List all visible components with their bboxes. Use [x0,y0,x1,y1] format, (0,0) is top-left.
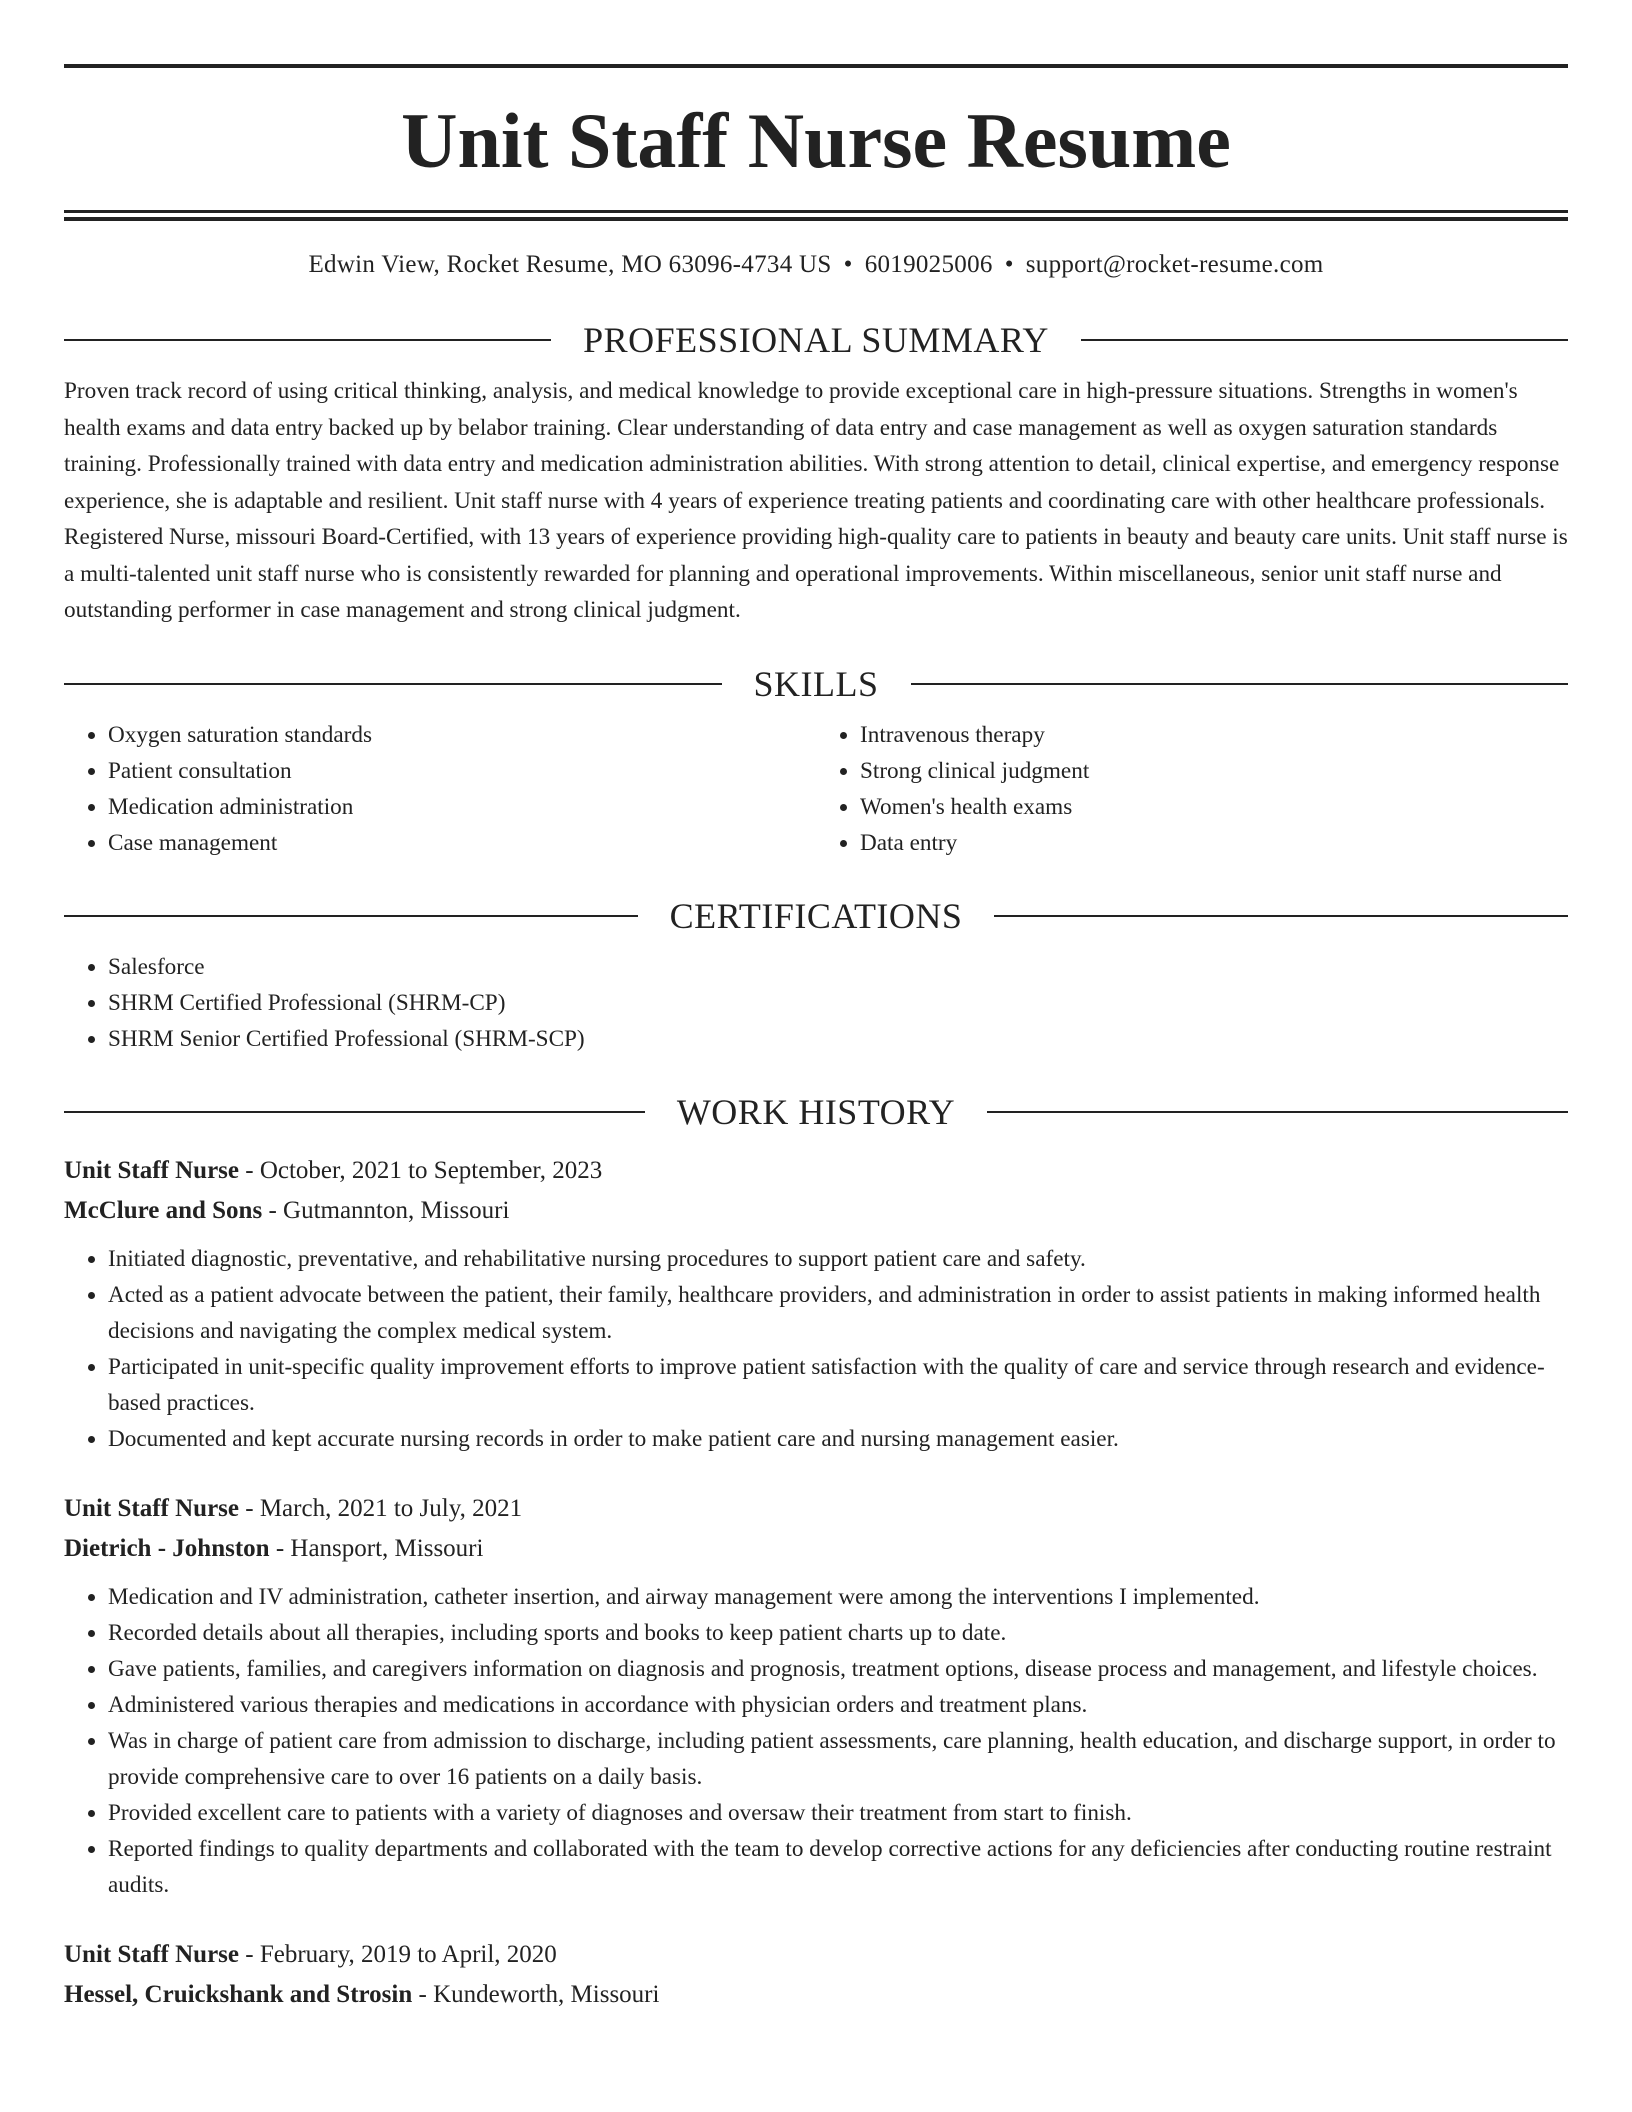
job-location: - Gutmannton, Missouri [262,1196,510,1224]
job-company: Hessel, Cruickshank and Strosin [64,1980,413,2008]
contact-phone: 6019025006 [864,251,993,278]
job-title: Unit Staff Nurse [64,1494,239,1522]
job-bullet: • Initiated diagnostic, preventative, and rehabilitative nursing procedures to support patient care and safety. [108,1241,1568,1277]
skill-item: • Strong clinical judgment [860,753,1568,789]
divider [911,683,1569,685]
page-title: Unit Staff Nurse Resume [401,97,1231,184]
job-bullet: • Reported findings to quality departments and collaborated with the team to develop corrective actions for any deficiencies after conducting routine restraint audits. [108,1831,1568,1903]
contact-address: Edwin View, Rocket Resume, MO 63096-4734 US [308,251,832,278]
job-company: McClure and Sons [64,1196,263,1224]
contact-separator: • [843,251,853,278]
certifications-heading: CERTIFICATIONS [669,895,963,936]
top-rule [64,64,1568,68]
job-title-line [64,1935,1568,1975]
job-bullet: • Provided excellent care to patients with a variety of diagnoses and oversaw their treatment from start to finish. [108,1795,1568,1831]
job-dates: - March, 2021 to July, 2021 [239,1494,523,1522]
job-company-line [64,1975,1568,2015]
job-dates: - February, 2019 to April, 2020 [239,1940,557,1968]
job-entry [64,1489,1568,1903]
job-bullet: • Administered various therapies and medications in accordance with physician orders and treatment plans. [108,1687,1568,1723]
job-bullet: • Was in charge of patient care from admission to discharge, including patient assessments, care planning, health education, and discharge support, in order to provide comprehensive care to over 16 patients on a daily basis. [108,1723,1568,1795]
job-dates: - October, 2021 to September, 2023 [239,1156,603,1184]
certifications-section-header [64,895,1568,937]
skills-grid [64,705,1568,861]
work-section-header [64,1091,1568,1133]
divider [64,683,722,685]
job-bullet: • Acted as a patient advocate between the patient, their family, healthcare providers, and administration in order to assist patients in making informed health decisions and navigating the complex medical system. [108,1277,1568,1349]
job-bullet: • Recorded details about all therapies, including sports and books to keep patient charts up to date. [108,1615,1568,1651]
skills-heading: SKILLS [753,663,879,704]
job-entry [64,1151,1568,1457]
job-title: Unit Staff Nurse [64,1940,239,1968]
skills-list-right [816,717,1568,861]
certification-item: • Salesforce [108,949,1568,985]
skills-list-left [64,717,816,861]
job-entry [64,1935,1568,2015]
summary-heading: PROFESSIONAL SUMMARY [583,320,1049,360]
contact-line [64,251,1568,285]
summary-paragraph: Proven track record of using critical thinking, analysis, and medical knowledge to provide exceptional care in high-pressure situations. Strengths in women's health exams and data entry backed up by belabor training. Clear understanding of data entry and case management as well as oxygen saturation standards training. Professionally trained with data entry and medication administration abilities. With strong attention to detail, clinical expertise, and emergency response experience, she is adaptable and resilient. Unit staff nurse with 4 years of experience treating patients and coordinating care with other healthcare professionals. Registered Nurse, missouri Board-Certified, with 13 years of experience providing high-quality care to patients in beauty and beauty care units. Unit staff nurse is a multi-talented unit staff nurse who is consistently rewarded for planning and operational improvements. Within miscellaneous, senior unit staff nurse and outstanding performer in case management and strong clinical judgment. [64,378,1568,623]
skill-item: • Women's health exams [860,789,1568,825]
divider [64,915,638,917]
job-bullet: • Documented and kept accurate nursing records in order to make patient care and nursing management easier. [108,1421,1568,1457]
job-location: - Kundeworth, Missouri [412,1980,660,2008]
certification-item: • SHRM Certified Professional (SHRM-CP) [108,985,1568,1021]
divider [994,915,1568,917]
job-company-line [64,1529,1568,1569]
job-bullet: • Medication and IV administration, catheter insertion, and airway management were among the interventions I implemented. [108,1579,1568,1615]
job-bullets [64,1579,1568,1903]
divider [1081,339,1568,341]
certifications-list [64,949,1568,1057]
skill-item: • Intravenous therapy [860,717,1568,753]
summary-section-header [64,319,1568,361]
job-company-line [64,1191,1568,1231]
job-bullet: • Participated in unit-specific quality improvement efforts to improve patient satisfaction with the quality of care and service through research and evidence-based practices. [108,1349,1568,1421]
title-double-rule [64,210,1568,221]
job-bullet: • Gave patients, families, and caregivers information on diagnosis and prognosis, treatment options, disease process and management, and lifestyle choices. [108,1651,1568,1687]
job-title-line [64,1489,1568,1529]
skill-item: • Data entry [860,825,1568,861]
work-heading: WORK HISTORY [676,1091,956,1132]
certification-item: • SHRM Senior Certified Professional (SHRM-SCP) [108,1021,1568,1057]
job-title: Unit Staff Nurse [64,1156,239,1184]
job-location: - Hansport, Missouri [269,1534,484,1562]
resume-page [64,0,1568,2015]
divider [64,339,551,341]
job-title-line [64,1151,1568,1191]
divider [64,1111,645,1113]
divider [987,1111,1568,1113]
contact-separator: • [1004,251,1014,278]
contact-email: support@rocket-resume.com [1025,251,1324,278]
skill-item: • Medication administration [108,789,816,825]
skill-item: • Oxygen saturation standards [108,717,816,753]
skill-item: • Case management [108,825,816,861]
skills-section-header [64,663,1568,705]
job-bullets [64,1241,1568,1457]
job-company: Dietrich - Johnston [64,1534,270,1562]
skill-item: • Patient consultation [108,753,816,789]
